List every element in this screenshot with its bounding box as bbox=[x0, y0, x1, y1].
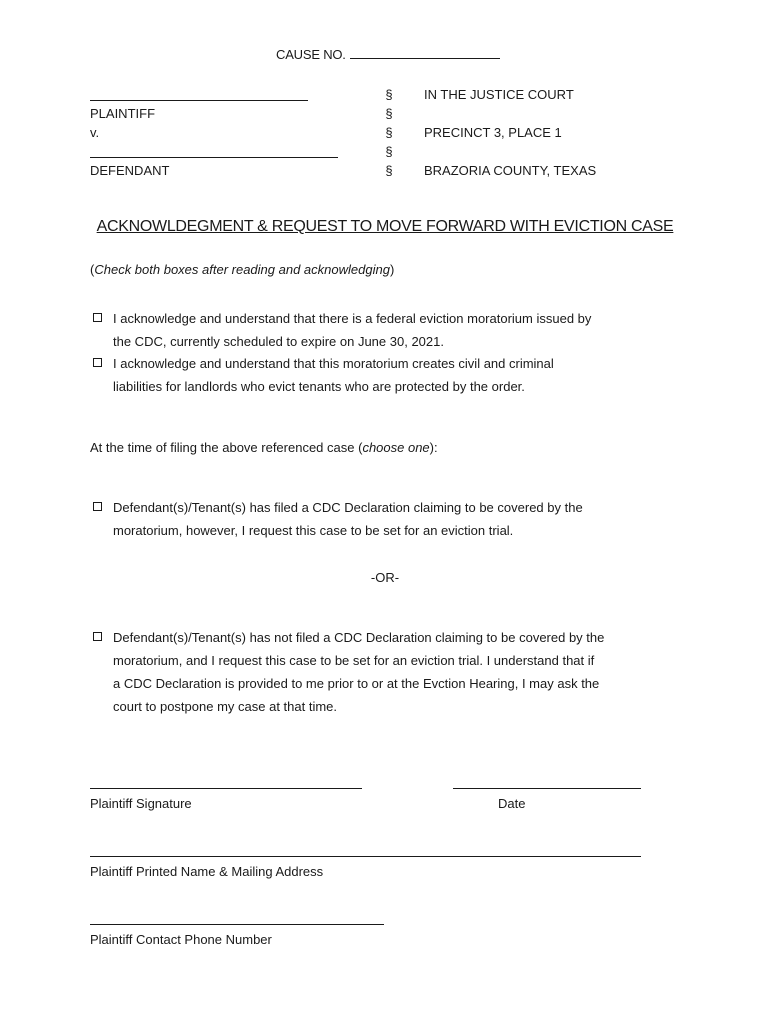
section-symbol: § bbox=[385, 125, 393, 140]
phone-line[interactable] bbox=[90, 924, 384, 925]
option-filed-text: Defendant(s)/Tenant(s) has filed a CDC Declaration claiming to be covered by the moratorium, however, I request this case to be set for an eviction trial. bbox=[113, 500, 583, 538]
plaintiff-name-line[interactable] bbox=[90, 100, 308, 101]
section-symbol: § bbox=[385, 163, 393, 178]
defendant-name-line[interactable] bbox=[90, 157, 338, 158]
choice-prompt: At the time of filing the above referenced case (choose one): bbox=[90, 440, 438, 455]
option-not-filed-checkbox[interactable] bbox=[93, 632, 102, 641]
acknowledgment-2-text: I acknowledge and understand that this moratorium creates civil and criminal liabilities for landlords who evict tenants who are protected by the order. bbox=[113, 356, 554, 394]
document-title: ACKNOWLDEGMENT & REQUEST TO MOVE FORWARD WITH EVICTION CASE bbox=[96, 218, 674, 235]
acknowledgment-1-checkbox[interactable] bbox=[93, 313, 102, 322]
court-precinct: PRECINCT 3, PLACE 1 bbox=[424, 125, 562, 140]
court-name: IN THE JUSTICE COURT bbox=[424, 87, 574, 102]
signature-line[interactable] bbox=[90, 788, 362, 789]
section-symbol: § bbox=[385, 144, 393, 159]
name-address-label: Plaintiff Printed Name & Mailing Address bbox=[90, 864, 324, 879]
or-separator: -OR- bbox=[370, 570, 400, 585]
versus-label: v. bbox=[90, 125, 100, 140]
section-symbol: § bbox=[385, 106, 393, 121]
plaintiff-label: PLAINTIFF bbox=[90, 106, 156, 121]
cause-number-line bbox=[276, 47, 500, 62]
court-county: BRAZORIA COUNTY, TEXAS bbox=[424, 163, 597, 178]
defendant-label: DEFENDANT bbox=[90, 163, 170, 178]
instruction-italic: Check both boxes after reading and acknowledging bbox=[94, 262, 390, 277]
acknowledgment-1-text: I acknowledge and understand that there is a federal eviction moratorium issued by the CDC, currently scheduled to expire on June 30, 2021. bbox=[113, 311, 592, 349]
instruction-note: (Check both boxes after reading and acknowledging) bbox=[90, 262, 395, 277]
choice-prompt-italic: choose one bbox=[362, 440, 430, 455]
name-address-line[interactable] bbox=[90, 856, 641, 857]
phone-label: Plaintiff Contact Phone Number bbox=[90, 932, 272, 947]
signature-label: Plaintiff Signature bbox=[90, 796, 192, 811]
acknowledgment-2-checkbox[interactable] bbox=[93, 358, 102, 367]
date-label: Date bbox=[498, 796, 526, 811]
date-line[interactable] bbox=[453, 788, 641, 789]
option-not-filed-text: Defendant(s)/Tenant(s) has not filed a CDC Declaration claiming to be covered by the moratorium, and I request this case to be set for an eviction trial. I understand that if a CDC Declaration is provided to me prior to or at the Evction Hearing, I may ask the court to postpone my case at that time. bbox=[113, 630, 605, 714]
option-filed-checkbox[interactable] bbox=[93, 502, 102, 511]
section-symbol: § bbox=[385, 87, 393, 102]
cause-number-label: CAUSE NO. bbox=[276, 47, 346, 62]
cause-number-field[interactable] bbox=[350, 47, 500, 59]
